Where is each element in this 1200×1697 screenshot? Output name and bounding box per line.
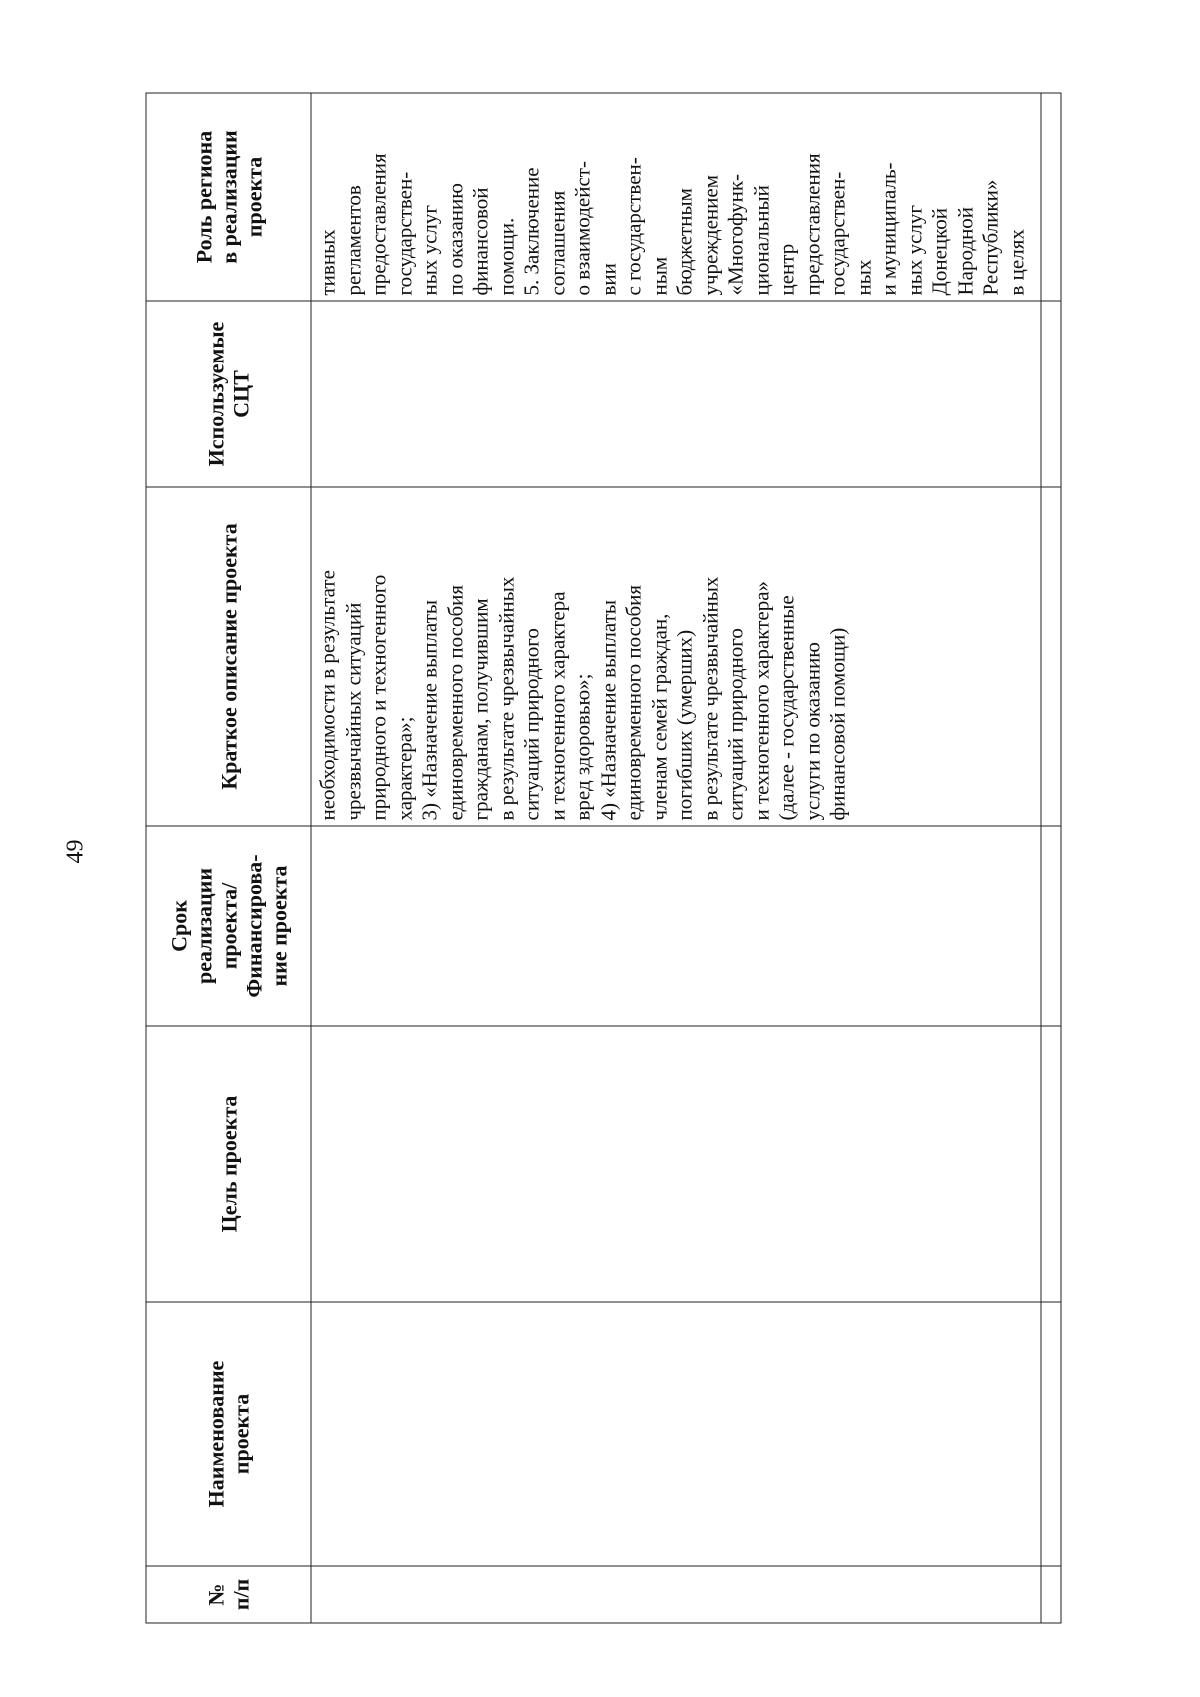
cell-empty [1041, 826, 1061, 1026]
table-row [311, 93, 1041, 1623]
header-num-line: № [203, 1582, 229, 1606]
role-line: по оказанию [443, 182, 467, 295]
role-line: ных услуг [902, 204, 926, 295]
description-line: чрезвычайных ситуаций [341, 602, 365, 820]
role-line: регламентов [341, 184, 365, 295]
description-line: необходимости в результате [315, 569, 340, 820]
cell-empty [1041, 93, 1061, 301]
role-line: Донецкой [927, 207, 952, 295]
description-line: членам семей граждан, [647, 613, 671, 820]
description-text [312, 487, 852, 825]
header-sct-line: Используемые [203, 321, 229, 466]
header-num [146, 1566, 311, 1623]
description-line: единовременного пособия [443, 584, 467, 820]
cell-goal [311, 1026, 1041, 1302]
header-name [146, 1302, 311, 1566]
role-line: государствен- [392, 171, 416, 295]
header-goal-line: Цель проекта [216, 1095, 241, 1232]
cell-num [311, 1566, 1041, 1623]
cell-role [311, 93, 1041, 301]
role-line: помощи. [494, 217, 518, 295]
role-line: центр [774, 243, 799, 295]
header-goal [146, 1026, 311, 1302]
header-num-line: п/п [228, 1578, 254, 1610]
role-line: в целях [1004, 228, 1028, 295]
role-line: о взаимодейст- [570, 160, 595, 295]
table-row-empty [1041, 93, 1061, 1623]
header-desc-line: Краткое описание проекта [216, 522, 241, 790]
header-sct [146, 301, 311, 487]
header-role-line: Роль региона [191, 130, 216, 263]
header-sct-line: СЦТ [228, 369, 254, 418]
description-line: вред здоровью»; [570, 672, 595, 820]
description-line: погибших (умерших) [672, 629, 697, 820]
role-line: ных [851, 259, 875, 295]
role-line: финансовой [468, 187, 493, 295]
description-line: 4) «Назначение выплаты [596, 599, 620, 820]
description-line: характера»; [392, 716, 416, 820]
role-line: ным [647, 256, 671, 295]
page-number: 49 [62, 839, 89, 864]
description-line: гражданам, получившим [468, 597, 493, 820]
role-line: Республики» [978, 179, 1003, 295]
description-line: (далее - государственные [774, 594, 799, 820]
description-line: единовременного пособия [621, 584, 646, 820]
role-line: предоставления [800, 152, 824, 295]
project-table-frame [146, 93, 1061, 1623]
header-desc [146, 487, 311, 826]
description-line: ситуаций природного [723, 627, 748, 820]
description-line: 3) «Назначение выплаты [417, 599, 442, 820]
header-term [146, 826, 311, 1026]
description-line: и техногенного характера» [749, 580, 773, 820]
role-line: ных услуг [417, 204, 442, 295]
cell-name [311, 1302, 1041, 1566]
cell-empty [1041, 1026, 1061, 1302]
role-line: 5. Заключение [519, 166, 544, 295]
description-line: услуги по оказанию [800, 641, 824, 820]
cell-empty [1041, 1302, 1061, 1566]
header-term-line: проекта/ [216, 882, 241, 969]
header-term-line: Финансирова- [241, 853, 266, 998]
header-role-line: в реализации [216, 129, 241, 264]
role-line: государствен- [825, 171, 850, 295]
header-term-line: ние проекта [266, 864, 291, 987]
description-line: финансовой помощи) [825, 627, 850, 820]
role-line: предоставления [366, 152, 391, 295]
header-term-line: Срок [166, 899, 191, 952]
cell-empty [1041, 487, 1061, 826]
description-line: в результате чрезвычайных [698, 576, 722, 820]
description-line: ситуаций природного [519, 627, 544, 820]
description-line: и техногенного характера [545, 590, 569, 820]
description-line: в результате чрезвычайных [494, 576, 518, 820]
role-line: учреждением [698, 174, 722, 295]
header-role-line: проекта [241, 156, 266, 237]
role-line: «Многофунк- [723, 173, 748, 295]
role-line: соглашения [545, 190, 569, 295]
role-line: циональный [749, 184, 773, 295]
role-line: тивных [315, 228, 340, 295]
role-line: с государствен- [621, 156, 646, 295]
cell-empty [1041, 1566, 1061, 1623]
header-role [146, 93, 311, 301]
header-name-line: проекта [228, 1393, 254, 1474]
cell-empty [1041, 301, 1061, 487]
role-line: бюджетным [672, 187, 697, 295]
project-table [146, 92, 1062, 1623]
description-line: природного и техногенного [366, 574, 391, 820]
role-line: вии [596, 262, 620, 295]
role-line: Народной [953, 206, 977, 295]
header-name-line: Наименование [203, 1360, 229, 1507]
header-term-line: реализации [191, 867, 216, 984]
cell-desc [311, 487, 1041, 826]
role-text [312, 93, 1030, 300]
role-line: и муниципаль- [876, 161, 901, 295]
cell-term [311, 826, 1041, 1026]
cell-sct [311, 301, 1041, 487]
table-header-row [146, 93, 311, 1623]
